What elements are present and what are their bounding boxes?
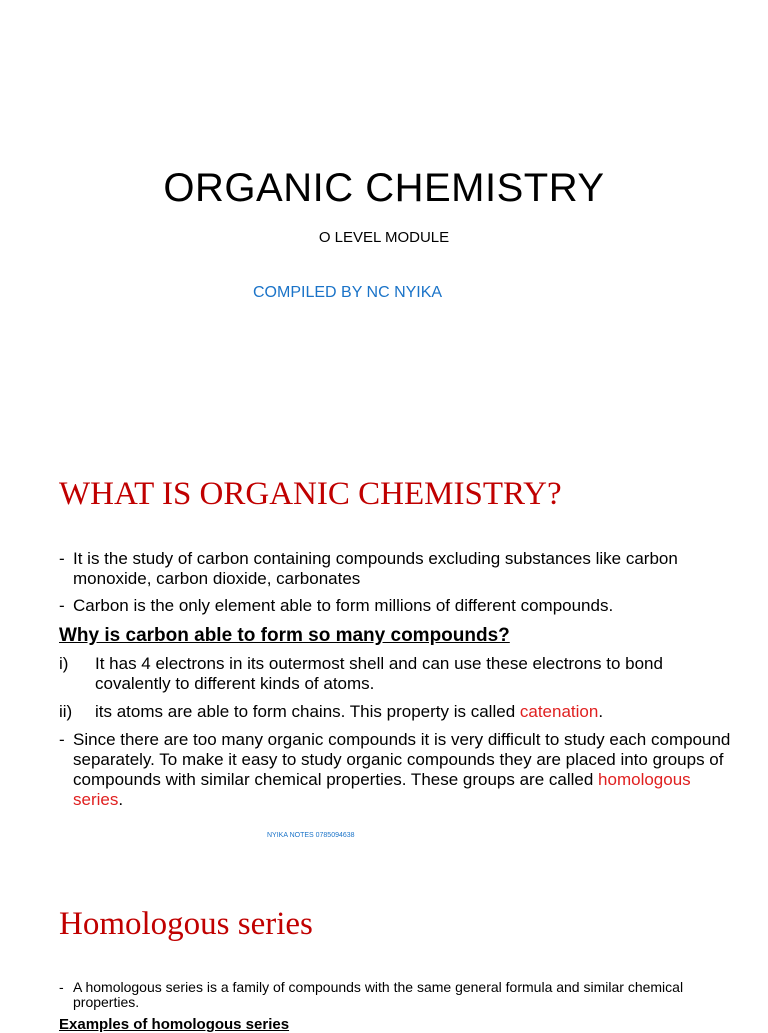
question-subheading: Why is carbon able to form so many compounds?	[59, 625, 510, 646]
section-heading: Homologous series	[59, 906, 313, 942]
bullet-marker: -	[59, 979, 64, 995]
numbered-item	[59, 654, 739, 694]
bullet-item	[59, 596, 739, 616]
numbered-marker: ii)	[59, 702, 73, 721]
bullet-item	[59, 549, 739, 589]
bullet-marker: -	[59, 549, 65, 568]
highlighted-term: catenation	[519, 702, 599, 721]
examples-subheading: Examples of homologous series	[59, 1016, 290, 1033]
numbered-text	[95, 702, 739, 722]
bullet-text: A homologous series is a family of compounds with the same general formula and similar chemical properties.	[73, 979, 684, 1010]
document-subtitle: O LEVEL MODULE	[318, 229, 450, 246]
bullet-marker: -	[59, 730, 65, 749]
highlighted-term: homologous series	[73, 770, 691, 809]
bullet-item	[59, 730, 739, 810]
footer-note: NYIKA NOTES 0785094638	[267, 832, 355, 839]
definition-slide	[0, 432, 768, 864]
bullet-text	[73, 730, 739, 810]
author-credit: COMPILED BY NC NYIKA	[253, 284, 443, 301]
punctuation: .	[118, 790, 124, 809]
punctuation: .	[598, 702, 604, 721]
bullet-item	[59, 980, 739, 1010]
numbered-item	[59, 702, 739, 722]
bullet-text: It is the study of carbon containing compounds excluding substances like carbon monoxide, carbon dioxide, carbonates	[73, 549, 678, 588]
section-heading: WHAT IS ORGANIC CHEMISTRY?	[59, 476, 562, 512]
bullet-text-body: Since there are too many organic compounds it is very difficult to study each compound separately. To make it easy to study organic compounds they are placed into groups of compounds with similar chemical properties. These groups are called	[73, 730, 731, 789]
bullet-text: Carbon is the only element able to form millions of different compounds.	[73, 596, 614, 615]
numbered-marker: i)	[59, 654, 69, 673]
numbered-text-body: its atoms are able to form chains. This property is called	[95, 702, 520, 721]
numbered-text: It has 4 electrons in its outermost shell and can use these electrons to bond covalently to different kinds of atoms.	[95, 654, 663, 693]
title-slide	[0, 0, 768, 432]
document-title: ORGANIC CHEMISTRY	[163, 166, 605, 210]
homologous-series-slide	[0, 864, 768, 1033]
bullet-marker: -	[59, 596, 65, 615]
